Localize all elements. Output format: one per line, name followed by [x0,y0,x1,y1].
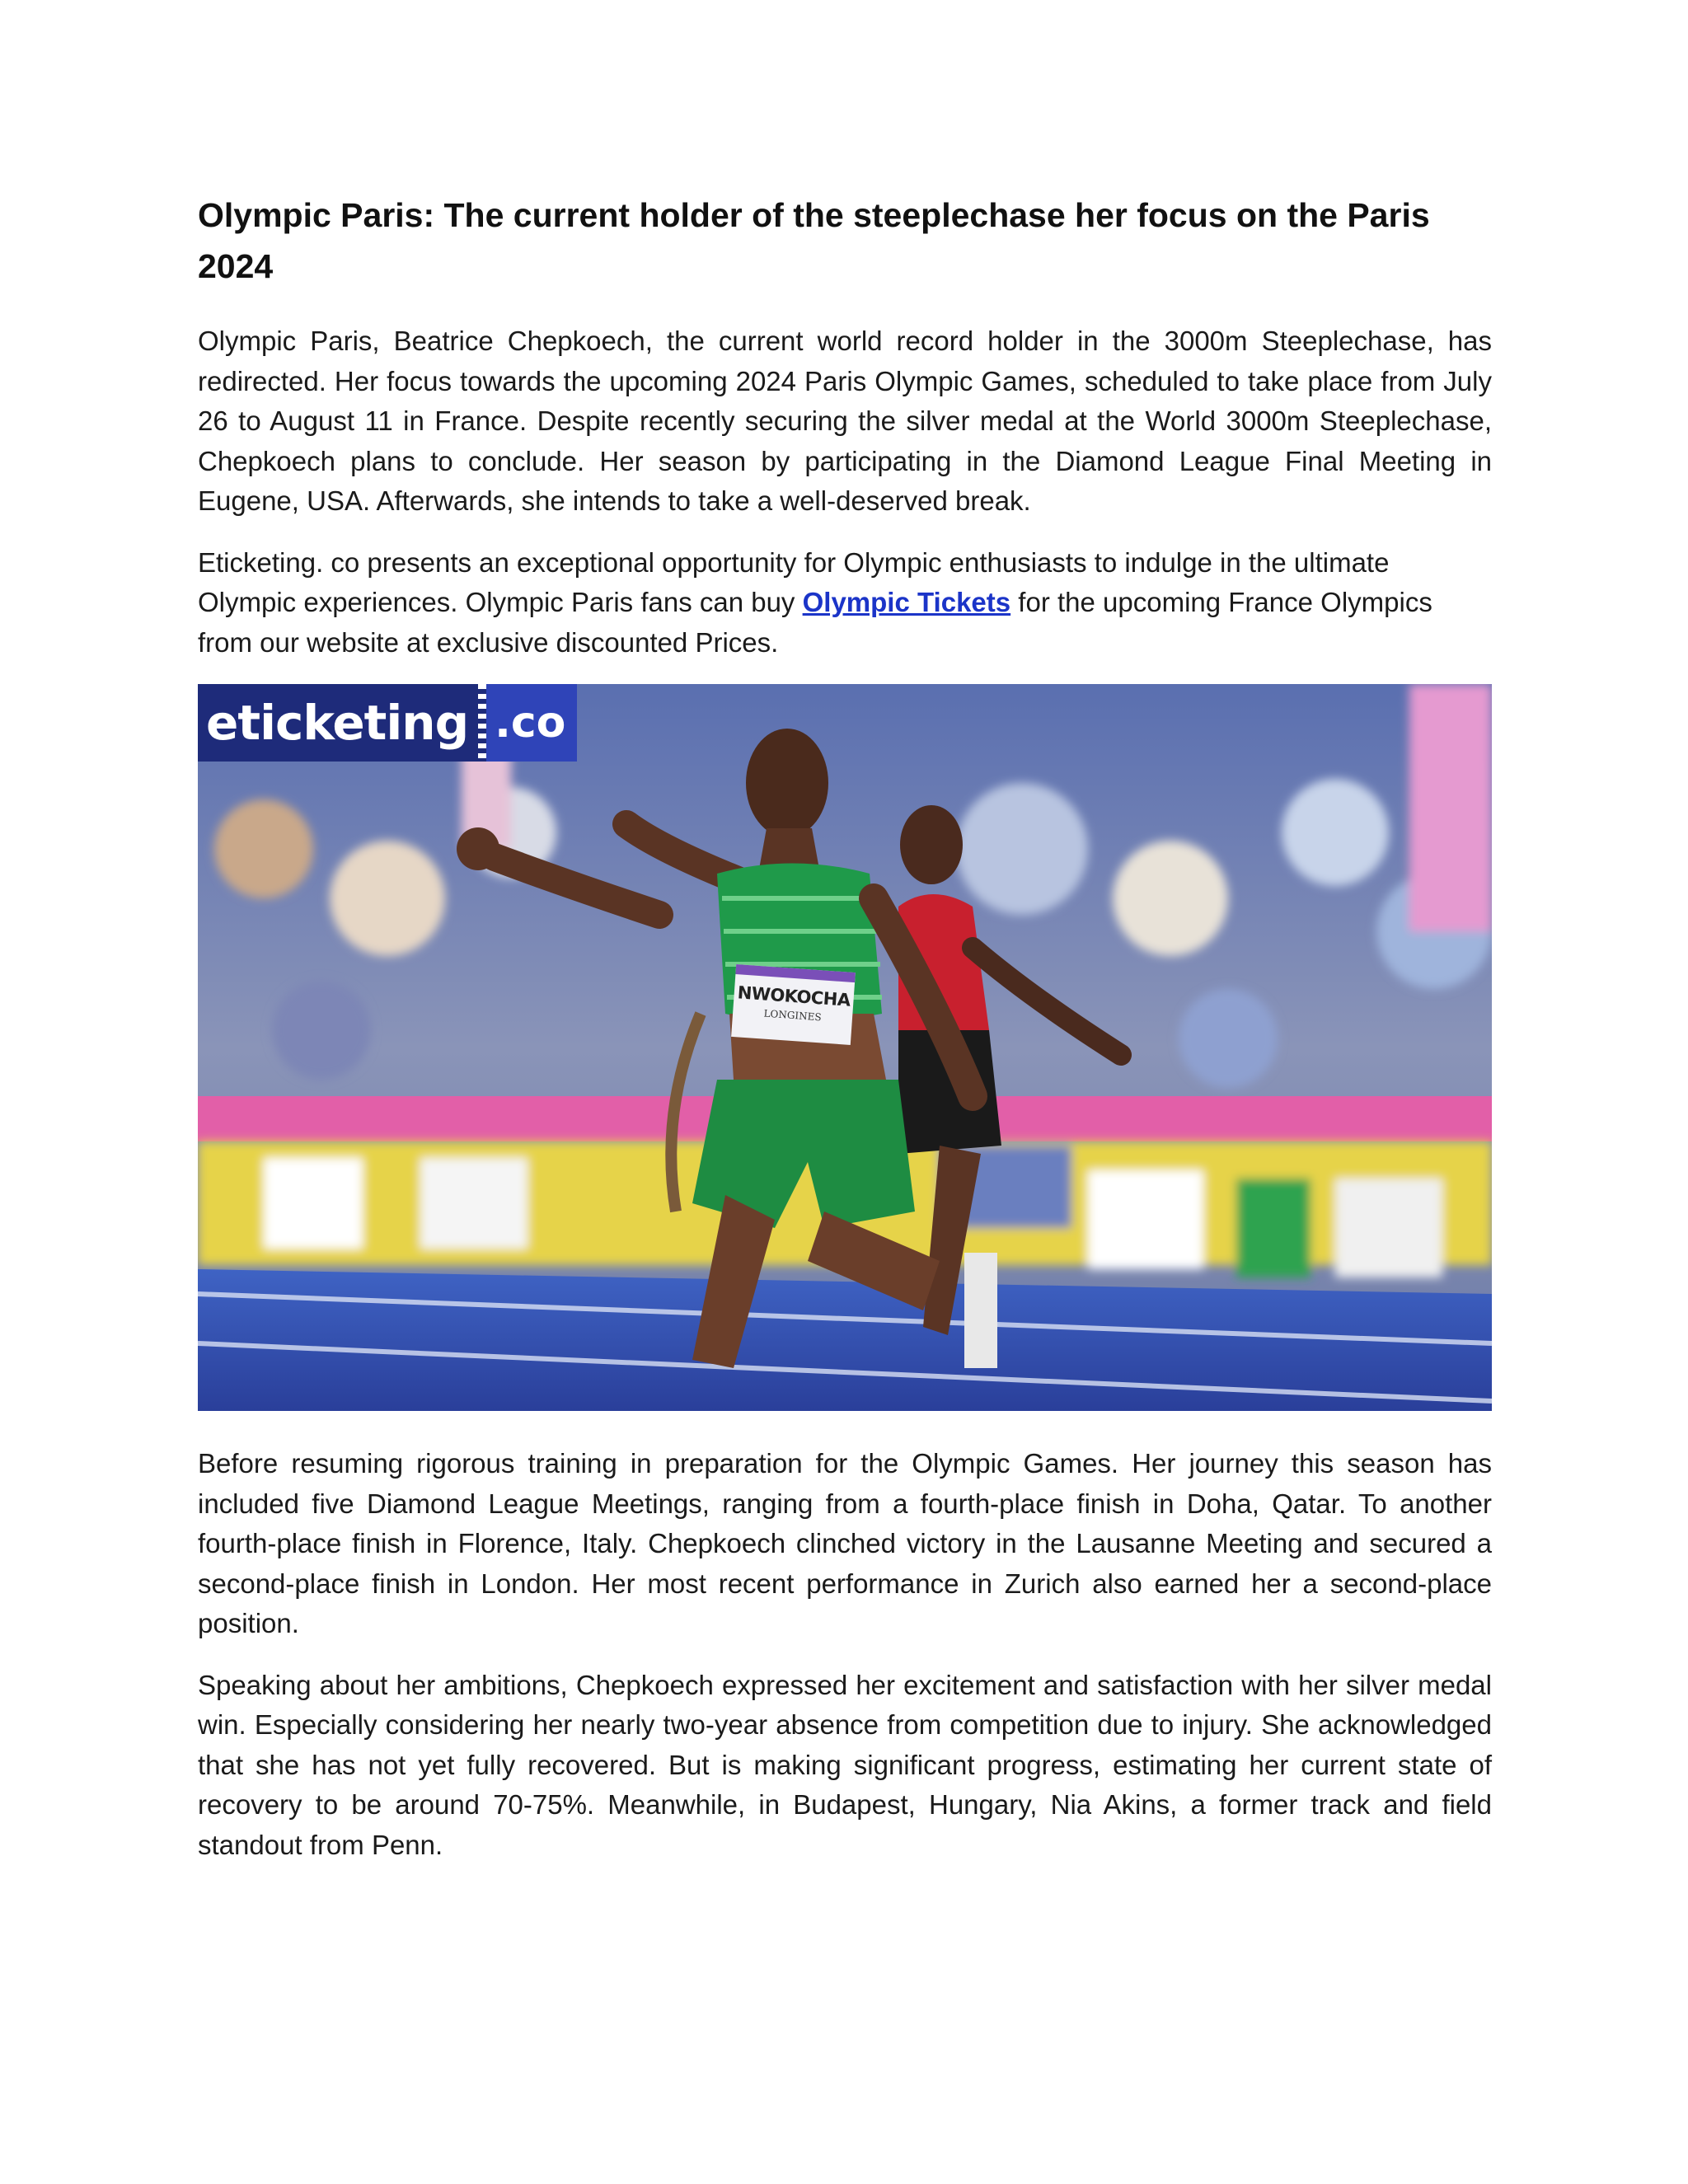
olympic-tickets-link[interactable]: Olympic Tickets [802,587,1011,617]
paragraph-ambitions: Speaking about her ambitions, Chepkoech expressed her excitement and satisfaction with her silver medal win. Especially considering her nearly two-year absence from competition due to injury. She acknowledged that she has not yet fully recovered. But is making significant progress, estimating her current state of recovery to be around 70-75%. Meanwhile, in Budapest, Hungary, Nia Akins, a former track and field standout from Penn. [198,1669,1492,1860]
logo-separator [478,684,486,762]
paragraph-tickets-after: for the upcoming France Olympics from our website at exclusive discounted Prices. [198,587,1432,658]
bib-sponsor: LONGINES [763,1007,823,1024]
running-track [198,1269,1492,1411]
eticketing-logo [198,684,577,762]
logo-wordmark: eticketing [198,684,478,762]
paragraph-tickets [198,543,1492,663]
race-bib [731,964,856,1045]
athlete-photo-illustration [198,684,1492,1411]
article [198,190,1492,1886]
paragraph-tickets-before: Eticketing. co presents an exceptional opportunity for Olympic enthusiasts to indulge in the ultimate Olympic experiences. Olympic Paris fans can buy [198,546,1390,617]
article-title: Olympic Paris: The current holder of the steeplechase her focus on the Paris 2024 [198,196,1430,285]
paragraph-season: Before resuming rigorous training in preparation for the Olympic Games. Her journey this season has included five Diamond League Meetings, ranging from a fourth-place finish in Doha, Qatar. To another fourth-place finish in Florence, Italy. Chepkoech clinched victory in the Lausanne Meeting and secured a second-place finish in London. Her most recent performance in Zurich also earned her a second-place position. [198,1448,1492,1638]
logo-domain: .co [486,684,577,762]
article-photo [198,684,1492,1411]
bib-name: NWOKOCHA [737,982,851,1010]
paragraph-intro: Olympic Paris, Beatrice Chepkoech, the current world record holder in the 3000m Steeplechase, has redirected. Her focus towards the upcoming 2024 Paris Olympic Games, scheduled to take place from July 26 to August 11 in France. Despite recently securing the silver medal at the World 3000m Steeplechase, Chepkoech plans to conclude. Her season by participating in the Diamond League Final Meeting in Eugene, USA. Afterwards, she intends to take a well-deserved break. [198,326,1492,516]
